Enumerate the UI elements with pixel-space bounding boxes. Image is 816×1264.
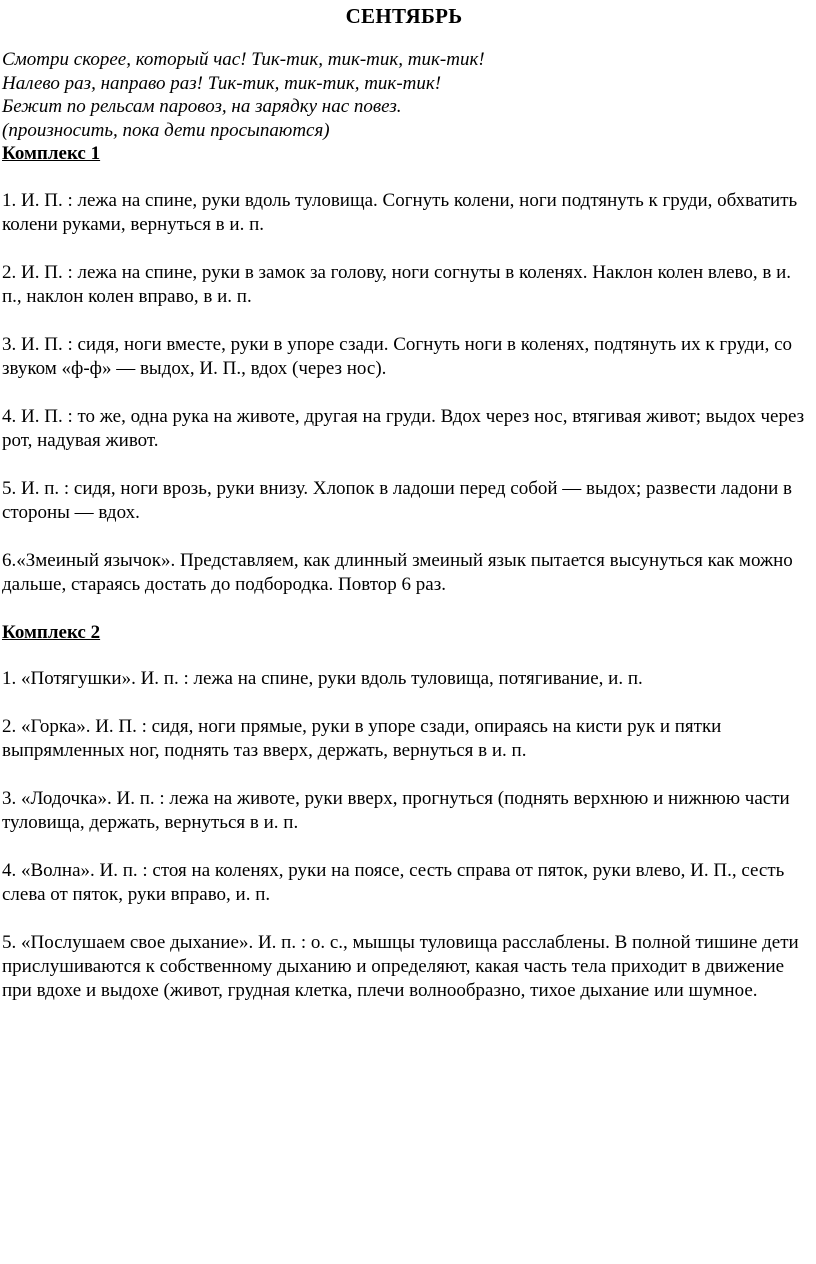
- document-page: [2, 0, 812, 1027]
- complex-1-heading: Комплекс 1: [2, 143, 101, 164]
- exercise-item: 5. И. п. : сидя, ноги врозь, руки внизу. Хлопок в ладоши перед собой — выдох; развести ладони в стороны — вдох.: [2, 477, 792, 523]
- poem-line: Налево раз, направо раз! Тик-тик, тик-тик, тик-тик!: [2, 72, 442, 94]
- exercise-item: 5. «Послушаем свое дыхание». И. п. : о. с., мышцы туловища расслаблены. В полной тишине дети прислушиваются к собственному дыханию и определяют, какая часть тела приходит в движение при вдохе и выдохе (живот, грудная клетка, плечи волнообразно, тихое дыхание или шумное.: [2, 932, 799, 1001]
- document-title: СЕНТЯБРЬ: [345, 4, 463, 28]
- exercise-item: 6.«Змеиный язычок». Представляем, как длинный змеиный язык пытается высунуться как можно дальше, стараясь достать до подбородка. Повтор 6 раз.: [2, 549, 793, 595]
- complex-2-list: [2, 667, 812, 1003]
- complex-2-heading: Комплекс 2: [2, 621, 101, 643]
- complex-1-list: [2, 189, 812, 597]
- intro-poem: [2, 48, 812, 142]
- exercise-item: 4. И. П. : то же, одна рука на животе, другая на груди. Вдох через нос, втягивая живот; выдох через рот, надувая живот.: [2, 405, 805, 451]
- poem-line: (произносить, пока дети просыпаются): [2, 119, 330, 141]
- poem-line: Бежит по рельсам паровоз, на зарядку нас повез.: [2, 96, 402, 117]
- exercise-item: 4. «Волна». И. п. : стоя на коленях, руки на поясе, сесть справа от пяток, руки влево, И. П., сесть слева от пяток, руки вправо, и. п.: [2, 860, 785, 905]
- exercise-item: 2. «Горка». И. П. : сидя, ноги прямые, руки в упоре сзади, опираясь на кисти рук и пятки выпрямленных ног, поднять таз вверх, держать, вернуться в и. п.: [2, 716, 722, 761]
- exercise-item: 1. «Потягушки». И. п. : лежа на спине, руки вдоль туловища, потягивание, и. п.: [2, 668, 643, 689]
- exercise-item: 1. И. П. : лежа на спине, руки вдоль туловища. Согнуть колени, ноги подтянуть к груди, обхватить колени руками, вернуться в и. п.: [2, 189, 798, 235]
- exercise-item: 3. «Лодочка». И. п. : лежа на животе, руки вверх, прогнуться (поднять верхнюю и нижнюю части туловища, держать, вернуться в и. п.: [2, 788, 790, 833]
- exercise-item: 3. И. П. : сидя, ноги вместе, руки в упоре сзади. Согнуть ноги в коленях, подтянуть их к груди, со звуком «ф-ф» — выдох, И. П., вдох (через нос).: [2, 333, 793, 379]
- exercise-item: 2. И. П. : лежа на спине, руки в замок за голову, ноги согнуты в коленях. Наклон колен влево, в и. п., наклон колен вправо, в и. п.: [2, 261, 792, 307]
- poem-line: Смотри скорее, который час! Тик-тик, тик-тик, тик-тик!: [2, 49, 485, 70]
